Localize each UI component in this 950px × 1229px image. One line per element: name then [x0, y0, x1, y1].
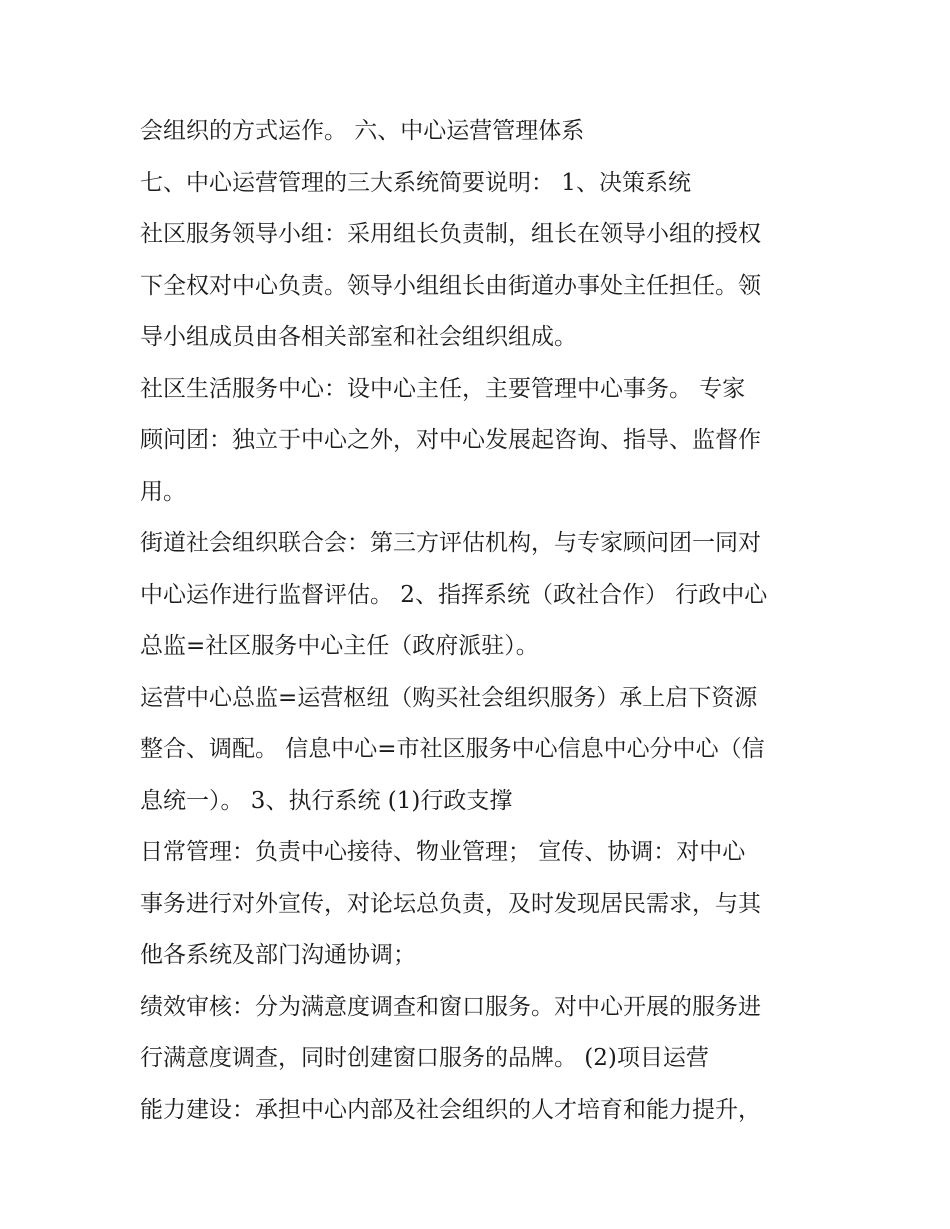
- text-line-6: 社区生活服务中心：设中心主任，主要管理中心事务。 专家: [140, 375, 746, 402]
- text-line-12: 运营中心总监=运营枢纽（购买社会组织服务）承上启下资源: [140, 684, 758, 711]
- text-line-20: 能力建设：承担中心内部及社会组织的人才培育和能力提升，: [140, 1096, 761, 1123]
- text-line-18: 绩效审核：分为满意度调查和窗口服务。对中心开展的服务进: [140, 993, 761, 1020]
- text-line-3: 社区服务领导小组：采用组长负责制，组长在领导小组的授权: [140, 221, 761, 247]
- text-line-13: 整合、调配。 信息中心=市社区服务中心信息中心分中心（信: [140, 736, 765, 762]
- text-line-14: 息统一）。 3、执行系统 (1)行政支撑: [140, 787, 513, 814]
- text-line-10: 中心运作进行监督评估。 2、指挥系统（政社合作） 行政中心: [140, 581, 768, 608]
- text-line-11: 总监=社区服务中心主任（政府派驻）。: [140, 633, 539, 659]
- text-line-19: 行满意度调查，同时创建窗口服务的品牌。 (2)项目运营: [140, 1045, 709, 1071]
- text-line-7: 顾问团：独立于中心之外，对中心发展起咨询、指导、监督作: [140, 427, 761, 453]
- text-line-2: 七、中心运营管理的三大系统简要说明： 1、决策系统: [140, 169, 691, 196]
- text-line-9: 街道社会组织联合会：第三方评估机构，与专家顾问团一同对: [140, 530, 761, 556]
- document-body: [140, 106, 820, 1136]
- text-line-8: 用。: [140, 478, 186, 505]
- text-line-16: 事务进行对外宣传，对论坛总负责，及时发现居民需求，与其: [140, 890, 761, 917]
- text-line-15: 日常管理：负责中心接待、物业管理； 宣传、协调：对中心: [140, 839, 746, 865]
- text-line-4: 下全权对中心负责。领导小组组长由街道办事处主任担任。领: [140, 272, 761, 299]
- text-line-1: 会组织的方式运作。 六、中心运营管理体系: [140, 118, 585, 144]
- text-line-5: 导小组成员由各相关部室和社会组织组成。: [140, 324, 577, 350]
- text-line-17: 他各系统及部门沟通协调；: [140, 942, 416, 968]
